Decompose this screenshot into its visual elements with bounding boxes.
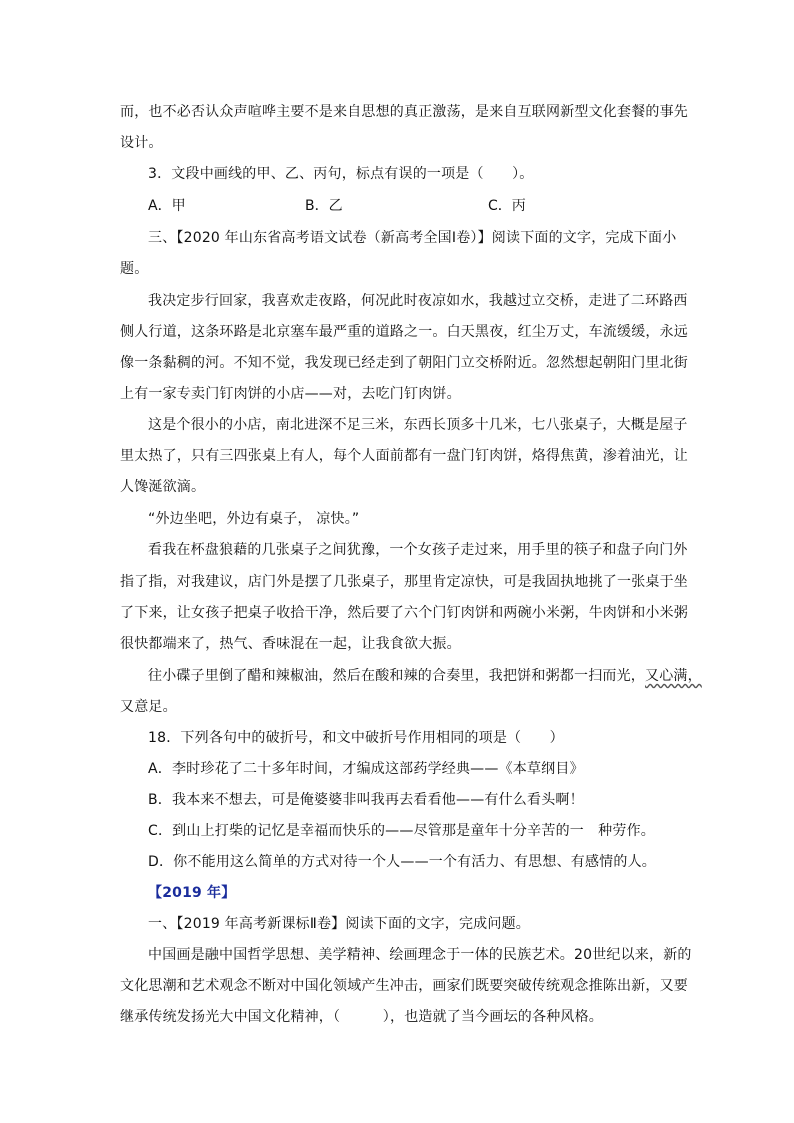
section-title: 三、【2020 年山东省高考语文试卷（新高考全国Ⅰ卷）】阅读下面的文字，完成下面小 xyxy=(148,230,677,246)
paragraph-line: 像一条黏稠的河。不知不觉，我发现已经走到了朝阳门立交桥附近。忽然想起朝阳门里北街 xyxy=(120,355,688,371)
question-18: 18．下列各句中的破折号，和文中破折号作用相同的项是（ ） xyxy=(148,730,564,746)
paragraph-line: 中国画是融中国哲学思想、美学精神、绘画理念于一体的民族艺术。20世纪以来，新的 xyxy=(148,947,692,963)
paragraph-line: 上有一家专卖门钉肉饼的小店——对，去吃门钉肉饼。 xyxy=(120,386,461,402)
paragraph-line: 文化思潮和艺术观念不断对中国化领域产生冲击，画家们既要突破传统观念推陈出新，又要 xyxy=(120,978,688,994)
paragraph-line: 人馋涎欲滴。 xyxy=(120,479,206,495)
paragraph-line: 指了指，对我建议，店门外是摆了几张桌子，那里肯定凉快，可是我固执地挑了一张桌于坐 xyxy=(120,574,688,590)
option-b: B．我本来不想去，可是俺婆婆非叫我再去看看他——有什么看头啊！ xyxy=(148,792,584,808)
option-b: B．乙 xyxy=(305,198,343,214)
option-a: A．李时珍花了二十多年时间，才编成这部药学经典——《本草纲目》 xyxy=(148,761,584,777)
question-3: 3．文段中画线的甲、乙、丙句，标点有误的一项是（ ）。 xyxy=(148,166,534,182)
option-d: D．你不能用这么简单的方式对待一个人——一个有活力、有思想、有感情的人。 xyxy=(148,854,656,870)
paragraph-line: 继承传统发扬光大中国文化精神，（ ），也造就了当今画坛的各种风格。 xyxy=(120,1009,603,1025)
year-heading: 【2019 年】 xyxy=(148,885,236,901)
paragraph-line: 这是个很小的小店，南北进深不足三米，东西长顶多十几米，七八张桌子，大概是屋子 xyxy=(148,417,688,433)
paragraph-text: 往小碟子里倒了醋和辣椒油，然后在酸和辣的合奏里，我把饼和粥都一扫而光， xyxy=(148,668,645,684)
paragraph-line: 而，也不必否认众声喧哗主要不是来自思想的真正激荡，是来自互联网新型文化套餐的事先 xyxy=(120,104,688,120)
option-c: C．丙 xyxy=(488,198,526,214)
paragraph-line: 设计。 xyxy=(120,135,163,151)
paragraph-line: 很快都端来了，热气、香味混在一起，让我食欲大振。 xyxy=(120,636,461,652)
section-title: 一、【2019 年高考新课标Ⅱ卷】阅读下面的文字，完成问题。 xyxy=(148,916,530,932)
paragraph-line: 了下来，让女孩子把桌子收拾干净，然后要了六个门钉肉饼和两碗小米粥，牛肉饼和小米粥 xyxy=(120,605,688,621)
quote-line: “外边坐吧，外边有桌子， 凉快。” xyxy=(148,511,360,527)
paragraph-line: 里太热了，只有三四张桌上有人，每个人面前都有一盘门钉肉饼，烙得焦黄，渗着油光，让 xyxy=(120,448,688,464)
wavy-underlined-text: 又心满， xyxy=(645,668,702,684)
paragraph-line: 侧人行道，这条环路是北京塞车最严重的道路之一。白天黑夜，红尘万丈，车流缓缓，永远 xyxy=(120,324,688,340)
paragraph-line: 看我在杯盘狼藉的几张桌子之间犹豫，一个女孩子走过来，用手里的筷子和盘子向门外 xyxy=(148,542,688,558)
option-a: A．甲 xyxy=(148,198,186,214)
paragraph-line: 我决定步行回家，我喜欢走夜路，何况此时夜凉如水，我越过立交桥，走进了二环路西 xyxy=(148,293,688,309)
paragraph-line xyxy=(148,666,718,686)
option-c: C．到山上打柴的记忆是幸福而快乐的——尽管那是童年十分辛苦的一 种劳作。 xyxy=(148,823,655,839)
section-title-cont: 题。 xyxy=(120,261,149,277)
paragraph-line: 又意足。 xyxy=(120,699,177,715)
